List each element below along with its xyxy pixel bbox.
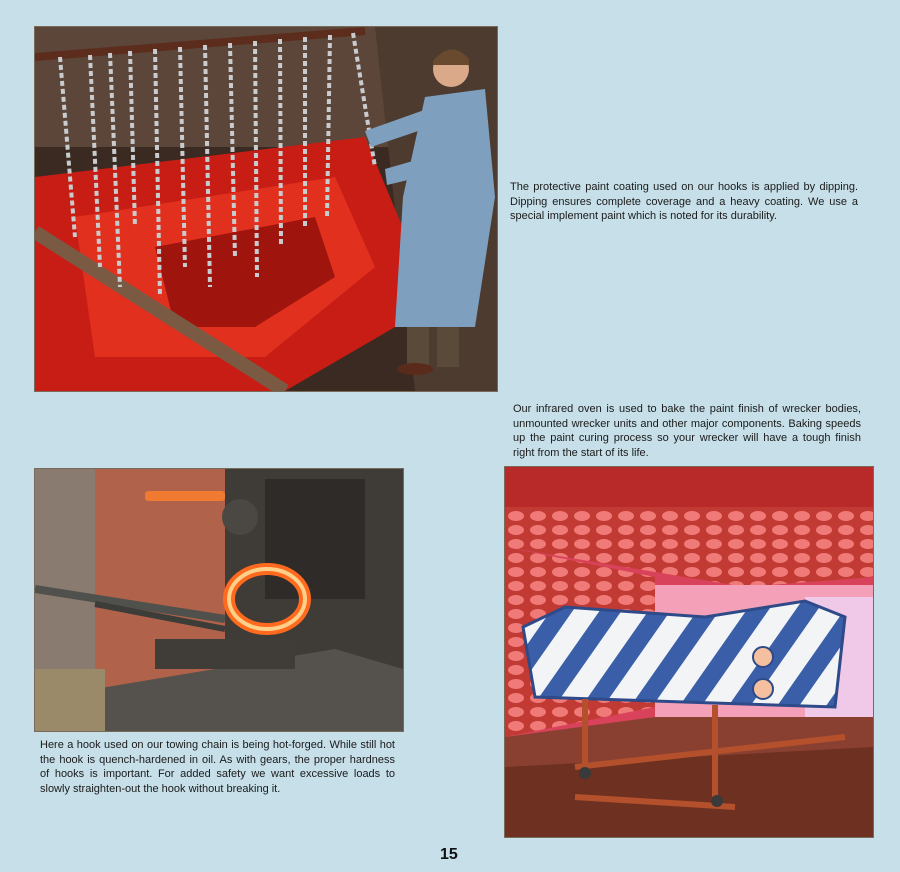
photo-infrared-oven xyxy=(504,466,874,838)
photo-paint-dipping xyxy=(34,26,498,392)
caption-paint-dipping: The protective paint coating used on our hooks is applied by dipping. Dipping ensures complete coverage and a heavy coating. We use a special implement paint which is noted for its durability. xyxy=(510,181,858,222)
page-number: 15 xyxy=(440,846,458,863)
caption-hot-forging: Here a hook used on our towing chain is being hot-forged. While still hot the hook is quench-hardened in oil. As with gears, the proper hardness of hooks is important. For added safety we want excessive loads to slowly straighten-out the hook without breaking it. xyxy=(40,739,395,795)
photo-hot-forging xyxy=(34,468,404,732)
caption-infrared-oven: Our infrared oven is used to bake the paint finish of wrecker bodies, unmounted wrecker units and other major components. Baking speeds up the paint curing process so your wrecker will have a tough finish right from the start of its life. xyxy=(513,403,861,459)
